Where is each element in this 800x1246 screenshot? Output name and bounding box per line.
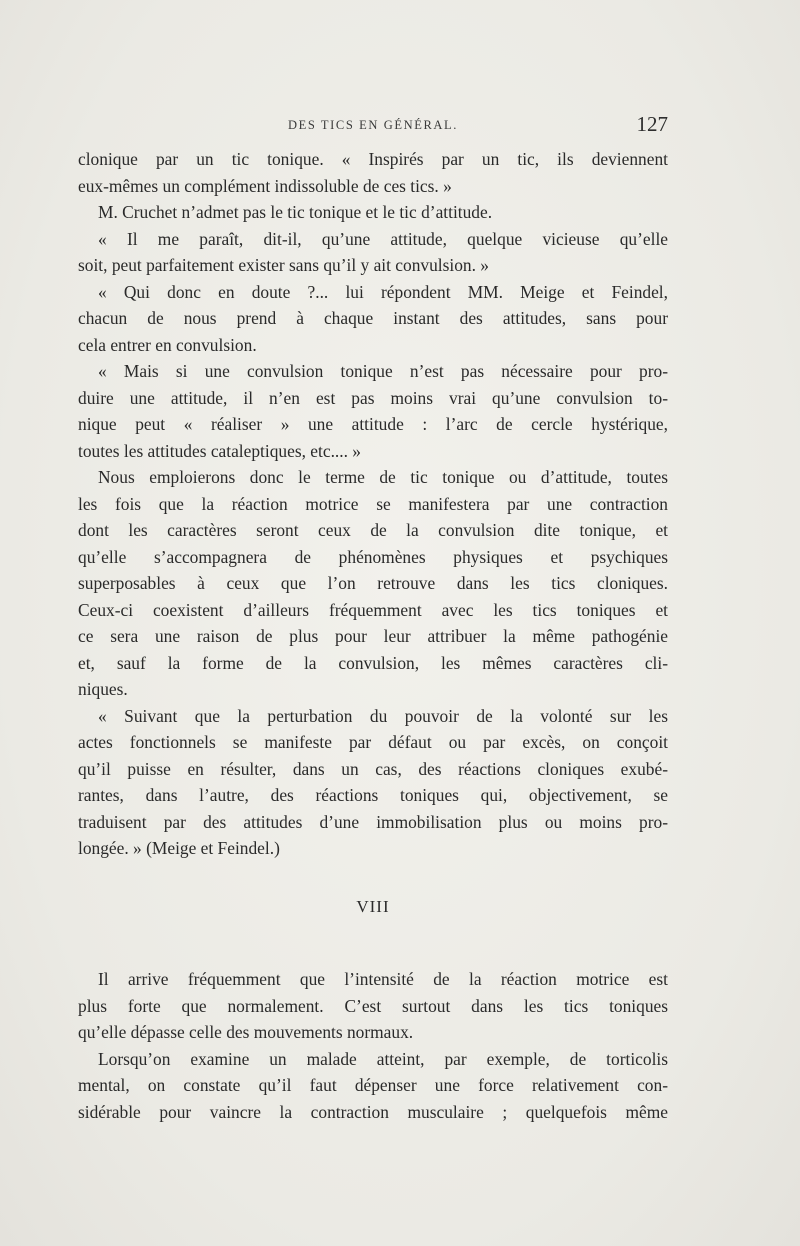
text-line: « Qui donc en doute ?... lui répondent MM. Meige et Feindel, xyxy=(98,281,668,302)
text-line: nique peut « réaliser » une attitude : l’arc de cercle hystérique, xyxy=(78,414,668,434)
section-heading: VIII xyxy=(356,897,390,916)
running-title: DES TICS EN GÉNÉRAL. xyxy=(288,118,458,132)
text-line: rantes, dans l’autre, des réactions toniques qui, objectivement, se xyxy=(78,785,668,805)
text-line: mental, on constate qu’il faut dépenser une force relativement con- xyxy=(78,1075,668,1095)
text-line: ce sera une raison de plus pour leur attribuer la même pathogénie xyxy=(78,626,668,646)
text-line: « Il me paraît, dit-il, qu’une attitude, quelque vicieuse qu’elle xyxy=(98,228,668,249)
text-line: plus forte que normalement. C’est surtout dans les tics toniques xyxy=(78,995,668,1016)
text-line: Ceux-ci coexistent d’ailleurs fréquemment avec les tics toniques et xyxy=(78,599,668,620)
text-line: chacun de nous prend à chaque instant des attitudes, sans pour xyxy=(78,308,668,328)
text-line: toutes les attitudes cataleptiques, etc.... » xyxy=(78,440,361,461)
text-line: M. Cruchet n’admet pas le tic tonique et le tic d’attitude. xyxy=(98,202,493,222)
text-line: duire une attitude, il n’en est pas moins vrai qu’une convulsion to- xyxy=(78,387,668,408)
section-two-text xyxy=(78,966,668,1125)
text-line: soit, peut parfaitement exister sans qu’il y ait convulsion. » xyxy=(78,255,490,275)
section-one-text xyxy=(78,146,668,862)
text-line: « Mais si une convulsion tonique n’est pas nécessaire pour pro- xyxy=(98,361,668,381)
text-line: niques. xyxy=(78,679,128,699)
text-line: superposables à ceux que l’on retrouve dans les tics cloniques. xyxy=(78,573,668,593)
text-line: clonique par un tic tonique. « Inspirés par un tic, ils deviennent xyxy=(78,149,668,169)
text-line: Il arrive fréquemment que l’intensité de la réaction motrice est xyxy=(98,969,668,989)
text-line: qu’il puisse en résulter, dans un cas, des réactions cloniques exubé- xyxy=(78,758,668,779)
text-line: qu’elle dépasse celle des mouvements normaux. xyxy=(78,1022,414,1042)
text-line: longée. » (Meige et Feindel.) xyxy=(78,838,280,858)
text-line: traduisent par des attitudes d’une immobilisation plus ou moins pro- xyxy=(78,811,668,832)
text-line: qu’elle s’accompagnera de phénomènes physiques et psychiques xyxy=(78,546,668,567)
text-line: actes fonctionnels se manifeste par défaut ou par excès, on conçoit xyxy=(78,732,668,752)
page-number: 127 xyxy=(636,112,668,136)
text-line: dont les caractères seront ceux de la convulsion dite tonique, et xyxy=(78,520,668,540)
text-line: et, sauf la forme de la convulsion, les mêmes caractères cli- xyxy=(78,652,668,673)
text-line: cela entrer en convulsion. xyxy=(78,334,257,355)
text-line: les fois que la réaction motrice se manifestera par une contraction xyxy=(78,493,668,514)
text-line: sidérable pour vaincre la contraction musculaire ; quelquefois même xyxy=(78,1101,668,1122)
page-header xyxy=(78,112,668,142)
text-line: eux-mêmes un complément indissoluble de ces tics. » xyxy=(78,175,452,196)
text-line: Nous emploierons donc le terme de tic tonique ou d’attitude, toutes xyxy=(98,467,668,487)
text-line: « Suivant que la perturbation du pouvoir de la volonté sur les xyxy=(98,705,668,726)
text-line: Lorsqu’on examine un malade atteint, par exemple, de torticolis xyxy=(98,1048,668,1069)
